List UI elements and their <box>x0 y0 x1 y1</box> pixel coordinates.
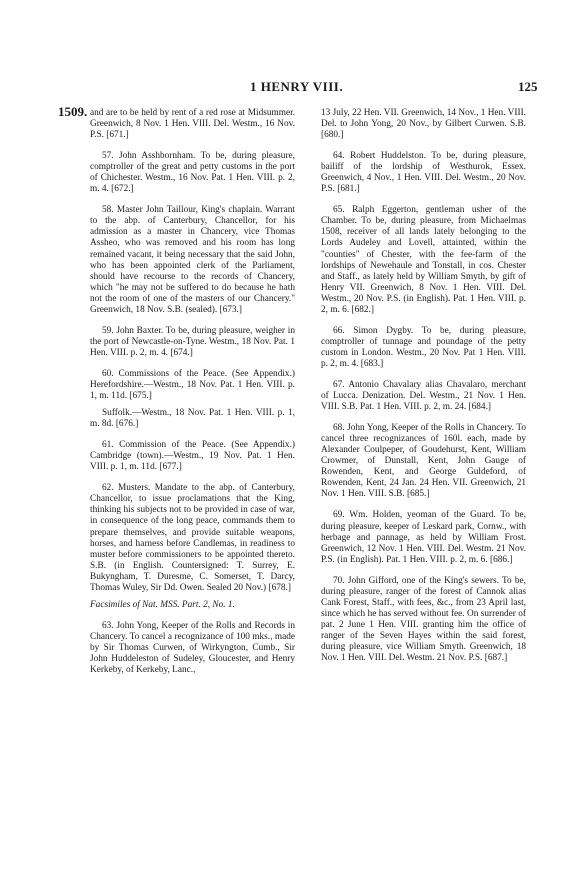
entry-61: 61. Commission of the Peace. (See Appendix.) Cambridge (town).—Westm., 19 Nov. Pat. 1 Hen. VIII. p. 1, m. 11d. [677.] <box>90 440 295 473</box>
entry-63-continuation: 13 July, 22 Hen. VII. Greenwich, 14 Nov., 1 Hen. VIII. Del. to John Yong, 20 Nov., by Gilbert Curwen. S.B. [680.] <box>321 108 527 141</box>
entry-60-suffolk: Suffolk.—Westm., 18 Nov. Pat. 1 Hen. VIII. p. 1, m. 8d. [676.] <box>90 408 295 430</box>
entry-69: 69. Wm. Holden, yeoman of the Guard. To be, during pleasure, keeper of Leskard park, Cornw., with herbage and pannage, as held by William Frost. Greenwich, 12 Nov. 1 Hen. VIII. Del. Westm. 21 Nov. P.S. (in English). Pat. 1 Hen. VIII. p. 2, m. 6. [686.] <box>321 510 526 565</box>
entry-57: 57. John Asshbornham. To be, during pleasure, comptroller of the great and petty customs in the port of Chichester. Westm., 16 Nov. Pat. 1 Hen. VIII. p. 2, m. 4. [672.] <box>90 151 295 195</box>
left-column <box>90 108 295 686</box>
page-number: 125 <box>518 79 538 94</box>
running-title: 1 HENRY VIII. <box>250 79 344 94</box>
entry-67: 67. Antonio Chavalary alias Chavalaro, merchant of Lucca. Denization. Del. Westm., 21 Nov. 1 Hen. VIII. S.B. Pat. 1 Hen. VIII. p. 2, m. 24. [684.] <box>321 379 526 413</box>
entry-66: 66. Simon Dygby. To be, during pleasure, comptroller of tunnage and poundage of the petty custom in London. Westm., 20 Nov. Pat 1 Hen. VIII. p. 2, m. 4. [683.] <box>321 325 526 369</box>
entry-continuation: and are to be held by rent of a red rose at Midsummer. Greenwich, 8 Nov. 1 Hen. VIII. Del. Westm., 16 Nov. P.S. [671.] <box>90 108 295 141</box>
entry-70: 70. John Gifford, one of the King's sewers. To be, during pleasure, ranger of the forest of Cannok alias Cank Forest, Staff., with fees, &c., from 23 April last, since which he has served without fee. On surrender of pat. 2 June 1 Hen. VIII. granting him the office of ranger of the Seven Hayes within the said forest, during pleasure, vice William Smyth. Greenwich, 18 Nov. 1 Hen. VIII. Del. Westm. 21 Nov. P.S. [687.] <box>321 575 526 664</box>
entry-65: 65. Ralph Eggerton, gentleman usher of the Chamber. To be, during pleasure, from Michaelmas 1508, receiver of all lands lately belonging to the Lords Audeley and Lovell, attainted, within the "counties" of Chester, with the fee-farm of the lordships of Newehaule and Tonstall, in cos. Chester and Staff., as lately held by William Smyth, by gift of Henry VII. Greenwich, 8 Nov. 1 Hen. VIII. Del. Westm., 20 Nov. P.S. (in English). Pat. 1 Hen. VIII. p. 2, m. 6. [682.] <box>321 205 526 315</box>
entry-64: 64. Robert Huddelston. To be, during pleasure, bailiff of the lordship of Westhurok, Essex. Greenwich, 4 Nov., 1 Hen. VIII. Del. Westm., 20 Nov. P.S. [681.] <box>321 151 526 195</box>
right-column <box>321 108 526 674</box>
facsimile-note: Facsimiles of Nat. MSS. Part. 2, No. 1. <box>90 599 235 610</box>
entry-68: 68. John Yong, Keeper of the Rolls in Chancery. To cancel three recognizances of 160l. each, made by Alexander Coulpeper, of Goudehurst, Kent, William Crowmer, of Dunstall, Kent, John Gauge of Rowenden, Kent, and George Guldeford, of Rowenden, Kent, 24 Jan. 24 Hen. VII. Greenwich, 21 Nov. 1 Hen. VIII. S.B. [685.] <box>321 423 526 500</box>
entry-63: 63. John Yong, Keeper of the Rolls and Records in Chancery. To cancel a recognizance of 100 mks., made by Sir Thomas Curwen, of Wirkyngton, Cumb., Sir John Huddeleston of Sudeley, Gloucester, and Henry Kerkeby, of Kerkeby, Lanc., <box>90 620 295 676</box>
entry-62: 62. Musters. Mandate to the abp. of Canterbury, Chancellor, to issue proclamations that the King, thinking his subjects not to be provided in case of war, in consequence of the long peace, commands them to prepare themselves, and provide suitable weapons, horses, and harness before Candlemas, in readiness to muster before commissioners to be appointed thereto. S.B. (in English. Countersigned: T. Surrey, E. Bukyngham, T. Duresme, C. Somerset, T. Darcy, Thomas Wuley, Sir Dd. Owen. Sealed 20 Nov.) [678.] <box>90 483 295 593</box>
entry-60: 60. Commissions of the Peace. (See Appendix.) Herefordshire.—Westm., 18 Nov. Pat. 1 Hen. VIII. p. 1, m. 11d. [675.] <box>90 368 295 402</box>
entry-58: 58. Master John Taillour, King's chaplain. Warrant to the abp. of Canterbury, Chancellor, for his admission as a master in Chancery, vice Thomas Assheo, who was removed and his room has long remained vacant, it being necessary that the said John, who has been appointed clerk of the Parliament, should have recourse to the records of Chancery, which "he may not be suffered to do because he hath not the room of one of the masters of our Chancery." Greenwich, 18 Nov. S.B. (sealed). [673.] <box>90 205 295 315</box>
entry-59: 59. John Baxter. To be, during pleasure, weigher in the port of Newcastle-on-Tyne. Westm., 18 Nov. Pat. 1 Hen. VIII. p. 2, m. 4. [674.] <box>90 325 295 358</box>
margin-year: 1509. <box>58 104 88 119</box>
